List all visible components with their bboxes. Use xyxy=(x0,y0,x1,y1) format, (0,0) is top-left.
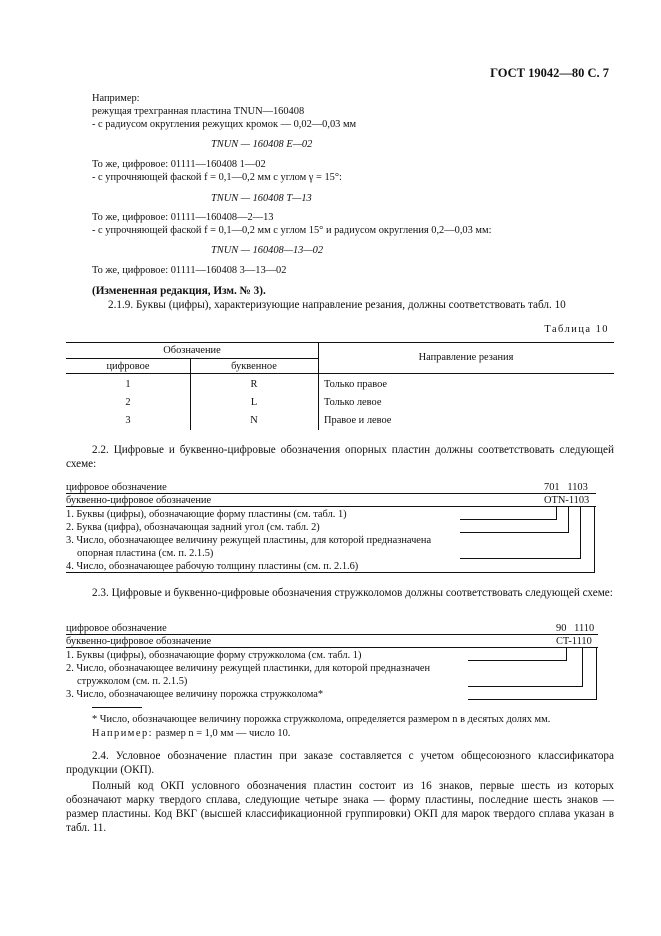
paragraph-2-4: 2.4. Условное обозначение пластин при заказе составляется с учетом общесоюзного классификатора продукции (ОКП). xyxy=(66,750,614,776)
example-line-6: - с упрочняющей фаской f = 0,1—0,2 мм с углом 15° и радиусом округления 0,2—0,03 мм: xyxy=(92,225,492,236)
scheme2-item-2-cont: стружколом (см. п. 2.1.5) xyxy=(77,676,188,687)
scheme2-label-alnum: буквенно-цифровое обозначение xyxy=(66,636,212,647)
scheme2-item-1: 1. Буквы (цифры), обозначающие форму стружколома (см. табл. 1) xyxy=(66,650,362,661)
scheme1-item-3-cont: опорная пластина (см. п. 2.1.5) xyxy=(77,548,214,559)
paragraph-2-2: 2.2. Цифровые и буквенно-цифровые обозначения опорных пластин должны соответствовать следующей схеме: xyxy=(66,444,614,470)
example-code-2: TNUN — 160408 T—13 xyxy=(211,193,312,204)
scheme1-code-digital: 701 1103 xyxy=(544,482,588,493)
example-code-3: TNUN — 160408—13—02 xyxy=(211,245,324,256)
footnote-rule xyxy=(92,707,142,708)
table-10-caption: Таблица 10 xyxy=(544,324,609,335)
table-cell-direction: Только правое xyxy=(324,379,387,390)
scheme1-item-3: 3. Число, обозначающее величину режущей пластины, для которой предназначена xyxy=(66,535,432,546)
table-cell-digital: 1 xyxy=(125,379,131,390)
paragraph-2-1-9: 2.1.9. Буквы (цифры), характеризующие направление резания, должны соответствовать табл. 10 xyxy=(108,299,566,311)
example-intro: Например: xyxy=(92,93,140,104)
example-line-3: То же, цифровое: 01111—160408 1—02 xyxy=(92,159,266,170)
table-cell-digital: 3 xyxy=(125,415,131,426)
paragraph-okp: Полный код ОКП условного обозначения пластин состоит из 16 знаков, первые шесть из которых обозначают марку твердого сплава, следующие четыре знака — форму пластины, последние шесть знаков — размер пластины. Код ВКГ (высшей классификационной группировки) ОКП для марок твердого сплава указан в табл. 11. xyxy=(66,780,614,834)
table-cell-digital: 2 xyxy=(125,397,131,408)
table-header-digital: цифровое xyxy=(106,361,150,372)
scheme1-item-1: 1. Буквы (цифры), обозначающие форму пластины (см. табл. 1) xyxy=(66,509,347,520)
table-header-designation: Обозначение xyxy=(163,345,221,356)
footnote-2-label: Например: xyxy=(92,728,154,739)
scheme1-code-alnum: OTN-1103 xyxy=(544,495,590,506)
table-header-direction: Направление резания xyxy=(418,352,514,363)
table-cell-letter: R xyxy=(250,379,258,390)
paragraph-2-3: 2.3. Цифровые и буквенно-цифровые обозначения стружколомов должны соответствовать следующей схеме: xyxy=(92,587,613,599)
example-line-1: режущая трехгранная пластина TNUN—160408 xyxy=(92,106,305,117)
scheme2-code-alnum: CT-1110 xyxy=(556,636,592,647)
table-cell-direction: Правое и левое xyxy=(324,415,392,426)
table-cell-letter: N xyxy=(250,415,258,426)
amendment-note: (Измененная редакция, Изм. № 3). xyxy=(92,285,266,297)
table-header-letter: буквенное xyxy=(231,361,277,372)
scheme2-label-digital: цифровое обозначение xyxy=(66,623,167,634)
table-cell-letter: L xyxy=(250,397,258,408)
scheme2-code-digital: 90 1110 xyxy=(556,623,595,634)
example-line-2: - с радиусом округления режущих кромок — 0,02—0,03 мм xyxy=(92,119,357,130)
scheme1-item-2: 2. Буква (цифра), обозначающая задний угол (см. табл. 2) xyxy=(66,522,320,533)
example-code-1: TNUN — 160408 E—02 xyxy=(211,139,313,150)
table-cell-direction: Только левое xyxy=(324,397,382,408)
scheme1-label-digital: цифровое обозначение xyxy=(66,482,167,493)
footnote-2-text: размер n = 1,0 мм — число 10. xyxy=(155,728,291,739)
scheme2-item-3: 3. Число, обозначающее величину порожка стружколома* xyxy=(66,689,324,700)
scheme2-item-2: 2. Число, обозначающее величину режущей пластинки, для которой предназначен xyxy=(66,663,431,674)
footnote-1: * Число, обозначающее величину порожка стружколома, определяется размером n в десятых долях мм. xyxy=(92,714,551,725)
example-line-7: То же, цифровое: 01111—160408 3—13—02 xyxy=(92,265,287,276)
example-line-4: - с упрочняющей фаской f = 0,1—0,2 мм с углом γ = 15°: xyxy=(92,172,342,183)
example-line-5: То же, цифровое: 01111—160408—2—13 xyxy=(92,212,274,223)
scheme1-item-4: 4. Число, обозначающее рабочую толщину пластины (см. п. 2.1.6) xyxy=(66,561,359,572)
scheme1-label-alnum: буквенно-цифровое обозначение xyxy=(66,495,212,506)
page-header: ГОСТ 19042—80 С. 7 xyxy=(490,66,609,80)
footnote-2 xyxy=(92,727,290,740)
